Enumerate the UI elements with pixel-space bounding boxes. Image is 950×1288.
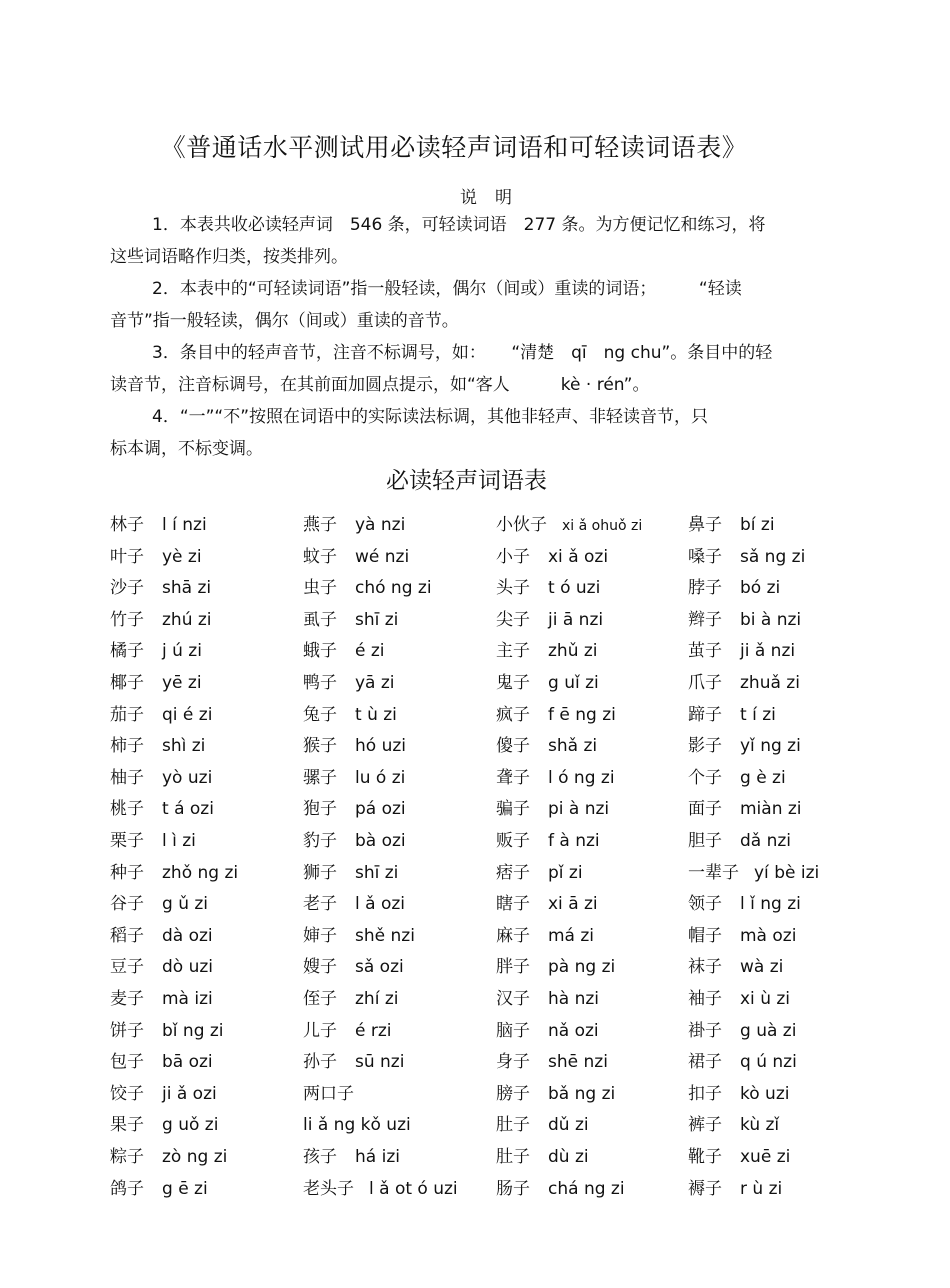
word-entry — [496, 573, 600, 603]
word-hanzi: 骗子 — [496, 799, 530, 820]
word-entry — [688, 573, 780, 603]
word-pinyin: shì zi — [162, 736, 206, 757]
word-entry — [303, 889, 405, 919]
word-entry — [496, 542, 608, 572]
word-hanzi: 褂子 — [688, 1020, 722, 1041]
word-pinyin: chá ng zi — [548, 1178, 625, 1199]
word-entry — [688, 1110, 779, 1140]
word-pinyin: shē nzi — [548, 1052, 608, 1073]
note-paragraph-3 — [110, 337, 850, 401]
word-hanzi: 尖子 — [496, 609, 530, 630]
table-row — [110, 1047, 850, 1077]
word-hanzi: 鼻子 — [688, 515, 722, 535]
word-pinyin: é rzi — [355, 1020, 392, 1041]
word-hanzi: 袖子 — [688, 989, 722, 1009]
word-entry — [110, 1174, 208, 1204]
word-hanzi: 柿子 — [110, 736, 144, 757]
word-hanzi: 孩子 — [303, 1147, 337, 1167]
word-entry — [110, 1047, 213, 1077]
word-hanzi: 豹子 — [303, 831, 337, 851]
word-pinyin: yí bè izi — [754, 862, 820, 883]
word-pinyin: bi à nzi — [740, 609, 802, 630]
word-pinyin: t á ozi — [162, 799, 214, 820]
word-entry — [303, 794, 406, 824]
word-entry — [110, 858, 238, 888]
word-pinyin: g uà zi — [740, 1020, 797, 1041]
word-hanzi: 聋子 — [496, 767, 530, 788]
word-hanzi: 虱子 — [303, 609, 337, 630]
word-hanzi: 头子 — [496, 578, 530, 599]
table-row — [110, 700, 850, 730]
word-entry — [303, 605, 398, 635]
word-pinyin: g uǒ zi — [162, 1115, 219, 1136]
word-hanzi: 嫂子 — [303, 957, 337, 978]
word-pinyin: chó ng zi — [355, 578, 432, 599]
word-hanzi: 胖子 — [496, 957, 530, 978]
word-hanzi: 贩子 — [496, 831, 530, 851]
word-entry — [303, 1047, 404, 1077]
word-pinyin: g ǔ zi — [162, 894, 209, 915]
word-hanzi: 兔子 — [303, 704, 337, 725]
word-hanzi: 蚊子 — [303, 546, 337, 567]
word-pinyin: hà nzi — [548, 989, 600, 1009]
word-entry — [110, 510, 207, 540]
word-hanzi: 鸽子 — [110, 1178, 144, 1199]
word-pinyin: l ì zi — [162, 831, 196, 851]
word-hanzi: 稻子 — [110, 925, 144, 946]
word-hanzi: 果子 — [110, 1115, 144, 1136]
word-entry — [303, 668, 395, 698]
word-entry — [110, 636, 202, 666]
word-hanzi: 影子 — [688, 736, 722, 757]
word-hanzi: 身子 — [496, 1052, 530, 1073]
table-row — [110, 573, 850, 603]
word-pinyin: dò uzi — [162, 957, 214, 978]
word-pinyin: shě nzi — [355, 925, 415, 946]
word-entry — [110, 668, 202, 698]
word-entry — [496, 952, 615, 982]
note-line: 这些词语略作归类，按类排列。 — [110, 247, 348, 267]
word-hanzi: 一辈子 — [688, 862, 739, 883]
word-hanzi: 鸭子 — [303, 673, 337, 693]
word-pinyin: shī zi — [355, 609, 399, 630]
word-hanzi: 叶子 — [110, 546, 144, 567]
word-pinyin: pi à nzi — [548, 799, 610, 820]
word-entry — [110, 763, 212, 793]
word-hanzi: 沙子 — [110, 578, 144, 599]
word-hanzi: 虫子 — [303, 578, 337, 599]
word-entry — [110, 1142, 227, 1172]
word-hanzi: 帽子 — [688, 925, 722, 946]
word-entry — [303, 700, 397, 730]
note-line: 2．本表中的“可轻读词语”指一般轻读，偶尔（间或）重读的词语； “轻读 — [152, 279, 742, 299]
word-pinyin: miàn zi — [740, 799, 802, 820]
word-pinyin: t ù zi — [355, 704, 397, 725]
word-hanzi: 袜子 — [688, 957, 722, 978]
word-pinyin: shǎ zi — [548, 736, 598, 757]
word-pinyin: shī zi — [355, 862, 399, 883]
note-line: 读音节，注音标调号，在其前面加圆点提示，如“客人 kè · rén”。 — [110, 375, 650, 395]
word-hanzi: 燕子 — [303, 515, 337, 535]
word-hanzi: 柚子 — [110, 767, 144, 788]
word-entry — [688, 763, 786, 793]
word-entry — [496, 1079, 615, 1109]
word-hanzi: 粽子 — [110, 1147, 144, 1167]
word-entry — [496, 889, 598, 919]
word-pinyin: f à nzi — [548, 831, 600, 851]
table-row — [110, 952, 850, 982]
word-pinyin: g è zi — [740, 767, 786, 788]
word-entry — [303, 921, 415, 951]
word-pinyin: kò uzi — [740, 1083, 790, 1104]
word-entry — [303, 858, 398, 888]
table-row — [110, 984, 850, 1014]
word-pinyin: bà ozi — [355, 831, 406, 851]
word-entry — [110, 1110, 218, 1140]
word-hanzi: 种子 — [110, 862, 144, 883]
word-entry — [110, 952, 213, 982]
word-pinyin: má zi — [548, 925, 595, 946]
word-entry — [303, 510, 405, 540]
word-pinyin: shā zi — [162, 578, 212, 599]
word-pinyin: j ú zi — [162, 641, 202, 662]
word-entry — [496, 668, 599, 698]
word-hanzi: 个子 — [688, 767, 722, 788]
word-entry — [110, 1079, 217, 1109]
table-row — [110, 889, 850, 919]
word-pinyin: xi ù zi — [740, 989, 791, 1009]
word-entry — [688, 889, 801, 919]
word-hanzi: 鬼子 — [496, 673, 530, 693]
table-row — [110, 731, 850, 761]
word-pinyin: xi ā zi — [548, 894, 598, 915]
word-hanzi: 老头子 — [303, 1178, 354, 1199]
word-pinyin: é zi — [355, 641, 385, 662]
word-entry — [110, 826, 196, 856]
word-hanzi: 脑子 — [496, 1020, 530, 1041]
word-entry — [303, 1142, 400, 1172]
word-entry — [688, 952, 783, 982]
word-entry — [110, 1016, 224, 1046]
word-entry — [688, 1016, 796, 1046]
word-pinyin: sǎ ng zi — [740, 546, 806, 567]
word-hanzi: 扣子 — [688, 1083, 722, 1104]
note-line: 3．条目中的轻声音节，注音不标调号，如： “清楚 qī ng chu”。条目中的轻 — [152, 343, 773, 363]
word-hanzi: 痞子 — [496, 862, 530, 883]
word-pinyin: ji ā nzi — [548, 609, 604, 630]
word-entry — [496, 1142, 589, 1172]
word-pinyin: f ē ng zi — [548, 704, 616, 725]
table-row — [110, 668, 850, 698]
word-hanzi: 麻子 — [496, 925, 530, 946]
word-pinyin: zhuǎ zi — [740, 673, 800, 693]
word-entry — [110, 921, 213, 951]
word-entry — [303, 763, 405, 793]
word-pinyin: hó uzi — [355, 736, 406, 757]
word-pinyin: ji ǎ ozi — [162, 1083, 217, 1104]
word-hanzi: 爪子 — [688, 673, 722, 693]
word-entry — [110, 889, 208, 919]
document-title: 《普通话水平测试用必读轻声词语和可轻读词语表》 — [160, 133, 748, 162]
word-hanzi: 狍子 — [303, 799, 337, 820]
word-hanzi: 蹄子 — [688, 704, 722, 725]
word-entry — [688, 510, 775, 540]
word-pinyin: kù zǐ — [740, 1115, 780, 1136]
note-line: 4．“一”“不”按照在词语中的实际读法标调，其他非轻声、非轻读音节，只 — [152, 407, 709, 427]
word-entry — [303, 1079, 369, 1109]
word-entry — [688, 542, 805, 572]
word-pinyin: xi ǎ ohuǒ zi — [562, 518, 643, 534]
word-entry — [303, 573, 432, 603]
word-hanzi: 蛾子 — [303, 641, 337, 662]
word-entry — [303, 1174, 458, 1204]
table-row — [110, 636, 850, 666]
word-pinyin: dà ozi — [162, 925, 213, 946]
word-entry — [110, 794, 214, 824]
table-row — [110, 858, 850, 888]
word-hanzi: 傻子 — [496, 736, 530, 757]
word-entry — [496, 763, 615, 793]
word-hanzi: 茄子 — [110, 704, 144, 725]
table-row — [110, 921, 850, 951]
word-hanzi: 褥子 — [688, 1178, 722, 1199]
word-hanzi: 面子 — [688, 799, 722, 820]
word-entry — [303, 1110, 411, 1140]
word-pinyin: xi ǎ ozi — [548, 546, 609, 567]
word-hanzi: 茧子 — [688, 641, 722, 662]
word-hanzi: 领子 — [688, 894, 722, 915]
word-entry — [496, 921, 594, 951]
word-pinyin: bǎ ng zi — [548, 1083, 616, 1104]
word-hanzi: 瞎子 — [496, 894, 530, 915]
word-hanzi: 麦子 — [110, 989, 144, 1009]
word-pinyin: mà ozi — [740, 925, 797, 946]
word-entry — [496, 1016, 599, 1046]
note-paragraph-2 — [110, 273, 850, 337]
word-entry — [303, 542, 409, 572]
word-pinyin: zhí zi — [355, 989, 399, 1009]
word-entry — [496, 858, 583, 888]
word-pinyin: pà ng zi — [548, 957, 616, 978]
table-row — [110, 1016, 850, 1046]
word-hanzi: 裙子 — [688, 1052, 722, 1073]
word-hanzi: 肠子 — [496, 1178, 530, 1199]
word-pinyin: yā zi — [355, 673, 395, 693]
note-line: 音节”指一般轻读，偶尔（间或）重读的音节。 — [110, 311, 459, 331]
note-paragraph-1 — [110, 209, 850, 273]
word-pinyin: l ó ng zi — [548, 767, 615, 788]
word-entry — [496, 826, 600, 856]
word-pinyin: l ǎ ot ó uzi — [369, 1178, 458, 1199]
word-hanzi: 谷子 — [110, 894, 144, 915]
word-entry — [110, 731, 205, 761]
word-entry — [688, 668, 800, 698]
word-entry — [688, 858, 819, 888]
word-hanzi: 椰子 — [110, 673, 144, 693]
word-pinyin: r ù zi — [740, 1178, 783, 1199]
word-pinyin: li ǎ ng kǒ uzi — [303, 1115, 411, 1136]
word-hanzi: 老子 — [303, 894, 337, 915]
word-entry — [496, 700, 616, 730]
word-pinyin: há izi — [355, 1147, 400, 1167]
word-entry — [688, 700, 776, 730]
word-hanzi: 橘子 — [110, 641, 144, 662]
word-hanzi: 汉子 — [496, 989, 530, 1009]
word-hanzi: 猴子 — [303, 736, 337, 757]
table-row — [110, 605, 850, 635]
table-title: 必读轻声词语表 — [386, 468, 547, 494]
word-entry — [688, 794, 802, 824]
word-pinyin: t í zi — [740, 704, 776, 725]
word-pinyin: l í nzi — [162, 515, 207, 535]
word-hanzi: 饼子 — [110, 1020, 144, 1041]
table-row — [110, 794, 850, 824]
word-pinyin: nǎ ozi — [548, 1020, 599, 1041]
word-pinyin: wà zi — [740, 957, 784, 978]
word-hanzi: 疯子 — [496, 704, 530, 725]
word-entry — [688, 984, 790, 1014]
word-hanzi: 两口子 — [303, 1083, 354, 1104]
word-pinyin: yò uzi — [162, 767, 213, 788]
word-entry — [303, 636, 385, 666]
word-entry — [496, 731, 597, 761]
word-entry — [688, 1047, 797, 1077]
word-entry — [303, 1016, 392, 1046]
word-entry — [303, 952, 404, 982]
word-pinyin: yà nzi — [355, 515, 406, 535]
word-pinyin: l ǐ ng zi — [740, 894, 801, 915]
word-hanzi: 肚子 — [496, 1115, 530, 1136]
word-pinyin: t ó uzi — [548, 578, 601, 599]
word-pinyin: wé nzi — [355, 546, 410, 567]
word-hanzi: 豆子 — [110, 957, 144, 978]
word-hanzi: 侄子 — [303, 989, 337, 1009]
word-pinyin: g ē zi — [162, 1178, 208, 1199]
note-line: 1．本表共收必读轻声词 546 条，可轻读词语 277 条。为方便记忆和练习，将 — [152, 215, 766, 235]
word-pinyin: q ú nzi — [740, 1052, 797, 1073]
word-hanzi: 狮子 — [303, 862, 337, 883]
word-entry — [110, 984, 213, 1014]
table-row — [110, 1110, 850, 1140]
word-pinyin: sǎ ozi — [355, 957, 404, 978]
word-entry — [496, 984, 599, 1014]
word-hanzi: 靴子 — [688, 1147, 722, 1167]
word-pinyin: bǐ ng zi — [162, 1020, 224, 1041]
word-entry — [110, 605, 212, 635]
word-pinyin: sū nzi — [355, 1052, 405, 1073]
word-entry — [688, 1142, 790, 1172]
table-row — [110, 542, 850, 572]
word-entry — [688, 605, 801, 635]
word-pinyin: yǐ ng zi — [740, 736, 801, 757]
word-pinyin: zò ng zi — [162, 1147, 228, 1167]
word-hanzi: 主子 — [496, 641, 530, 662]
word-entry — [688, 826, 791, 856]
word-hanzi: 小伙子 — [496, 515, 547, 535]
word-entry — [496, 636, 598, 666]
word-hanzi: 裤子 — [688, 1115, 722, 1136]
word-pinyin: mà izi — [162, 989, 213, 1009]
word-entry — [110, 573, 211, 603]
word-hanzi: 胆子 — [688, 831, 722, 851]
word-hanzi: 饺子 — [110, 1083, 144, 1104]
table-row — [110, 1079, 850, 1109]
word-pinyin: l ǎ ozi — [355, 894, 405, 915]
word-pinyin: g uǐ zi — [548, 673, 599, 693]
word-pinyin: qi é zi — [162, 704, 213, 725]
word-hanzi: 包子 — [110, 1052, 144, 1073]
word-entry — [496, 1174, 625, 1204]
word-entry — [688, 1079, 789, 1109]
word-entry — [688, 921, 796, 951]
word-pinyin: ji ǎ nzi — [740, 641, 796, 662]
word-entry — [110, 700, 212, 730]
word-pinyin: pá ozi — [355, 799, 406, 820]
word-hanzi: 孙子 — [303, 1052, 337, 1073]
table-row — [110, 1142, 850, 1172]
word-pinyin: xuē zi — [740, 1147, 791, 1167]
word-hanzi: 竹子 — [110, 609, 144, 630]
word-entry — [496, 605, 603, 635]
word-hanzi: 小子 — [496, 546, 530, 567]
word-entry — [496, 794, 609, 824]
table-row — [110, 510, 850, 540]
word-hanzi: 栗子 — [110, 831, 144, 851]
word-entry — [496, 510, 642, 541]
word-pinyin: lu ó zi — [355, 767, 406, 788]
word-hanzi: 林子 — [110, 515, 144, 535]
word-hanzi: 脖子 — [688, 578, 722, 599]
notes-heading: 说明 — [460, 188, 530, 208]
word-pinyin: zhǒ ng zi — [162, 862, 239, 883]
table-row — [110, 763, 850, 793]
word-entry — [688, 731, 801, 761]
word-pinyin: zhǔ zi — [548, 641, 598, 662]
word-hanzi: 桃子 — [110, 799, 144, 820]
word-entry — [303, 984, 398, 1014]
word-pinyin: pǐ zi — [548, 862, 583, 883]
word-hanzi: 儿子 — [303, 1020, 337, 1041]
word-entry — [688, 636, 795, 666]
word-hanzi: 婶子 — [303, 925, 337, 946]
table-row — [110, 826, 850, 856]
word-entry — [496, 1110, 589, 1140]
word-pinyin: bí zi — [740, 515, 775, 535]
word-pinyin: dù zi — [548, 1147, 589, 1167]
word-entry — [110, 542, 202, 572]
word-hanzi: 膀子 — [496, 1083, 530, 1104]
word-hanzi: 辫子 — [688, 609, 722, 630]
word-pinyin: bó zi — [740, 578, 781, 599]
table-row — [110, 1174, 850, 1204]
word-pinyin: dǎ nzi — [740, 831, 792, 851]
word-entry — [496, 1047, 608, 1077]
word-entry — [303, 731, 406, 761]
word-hanzi: 肚子 — [496, 1147, 530, 1167]
word-hanzi: 骡子 — [303, 767, 337, 788]
word-pinyin: zhú zi — [162, 609, 212, 630]
word-entry — [688, 1174, 782, 1204]
word-pinyin: bā ozi — [162, 1052, 213, 1073]
note-paragraph-4 — [110, 401, 850, 465]
word-pinyin: yè zi — [162, 546, 202, 567]
word-pinyin: yē zi — [162, 673, 202, 693]
word-pinyin: dǔ zi — [548, 1115, 589, 1136]
word-hanzi: 嗓子 — [688, 546, 722, 567]
note-line: 标本调，不标变调。 — [110, 439, 263, 459]
word-entry — [303, 826, 406, 856]
